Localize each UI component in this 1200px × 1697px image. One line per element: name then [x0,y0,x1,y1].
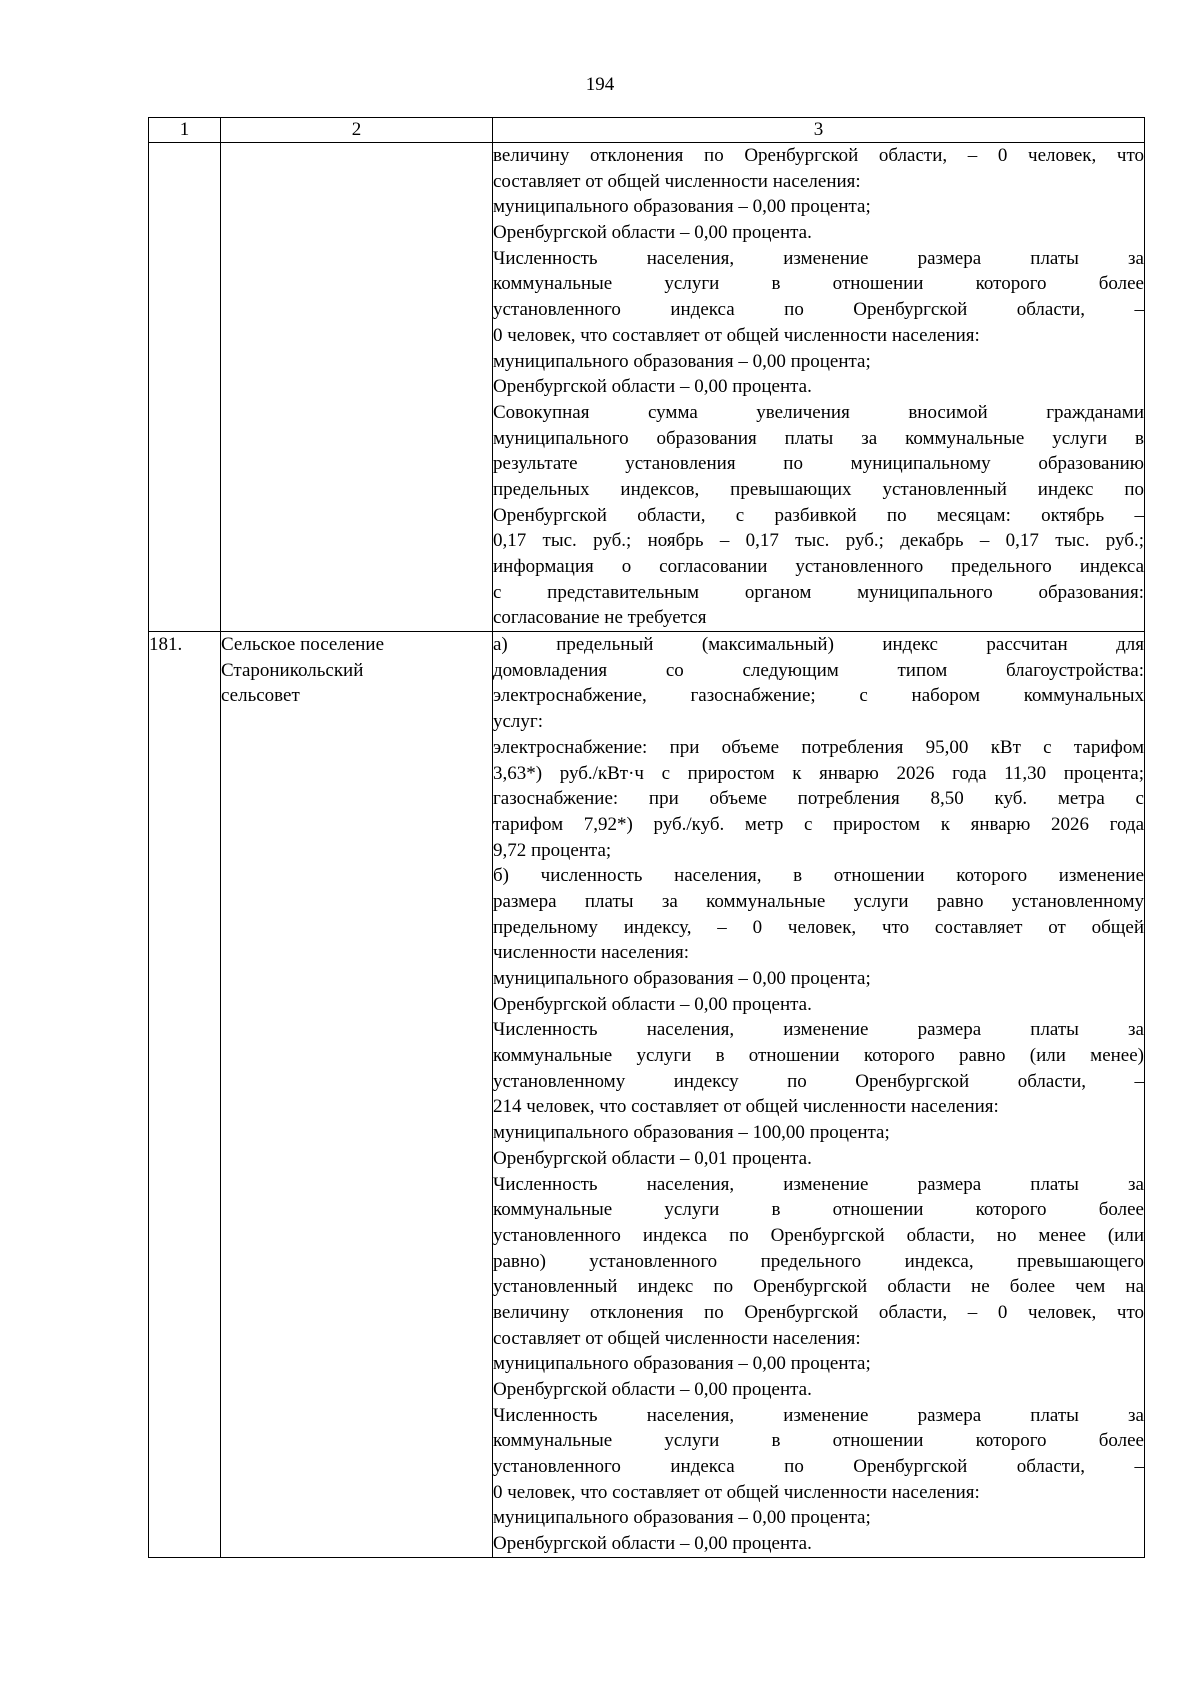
description-line: 0 человек, что составляет от общей численности населения: [493,1481,980,1503]
description-line: а) предельный (максимальный) индекс рассчитан для [493,634,1144,656]
settlement-name-line: сельсовет [221,685,300,707]
description-line: 0,17 тыс. руб.; ноябрь – 0,17 тыс. руб.; декабрь – 0,17 тыс. руб.; [493,530,1144,552]
column-header: 3 [493,118,1145,143]
description-line: Оренбургской области – 0,01 процента. [493,1147,812,1169]
description-line: 214 человек, что составляет от общей численности населения: [493,1096,999,1118]
description-line: составляет от общей численности населения: [493,1327,861,1349]
description-line: Совокупная сумма увеличения вносимой гражданами [493,401,1144,423]
description-line: электроснабжение, газоснабжение; с набором коммунальных [493,685,1144,707]
description-line: Оренбургской области – 0,00 процента. [493,993,812,1015]
description-line: муниципального образования – 0,00 процента; [493,196,871,218]
description-line: Численность населения, изменение размера платы за [493,1019,1144,1041]
description-line: б) численность населения, в отношении которого изменение [493,865,1144,887]
description-line: Оренбургской области – 0,00 процента. [493,1379,812,1400]
description-line: муниципального образования – 0,00 процента; [493,968,871,989]
data-table [148,117,1145,1558]
description-line: предельному индексу, – 0 человек, что составляет от общей [493,916,1144,938]
description-line: муниципального образования – 0,00 процента; [493,350,871,372]
description-line: Оренбургской области – 0,00 процента. [493,1533,812,1555]
column-header: 2 [221,118,493,143]
table-row [149,143,1145,632]
description-line: Численность населения, изменение размера платы за [493,247,1144,269]
description-line: составляет от общей численности населения: [493,170,861,192]
description-line: установленного индекса по Оренбургской области, – [493,299,1144,321]
description-line: численности населения: [493,942,690,964]
description-line: коммунальные услуги в отношении которого более [493,1199,1144,1221]
description-line: установленного индекса по Оренбургской области, – [493,1456,1144,1478]
description-line: электроснабжение: при объеме потребления 95,00 кВт с тарифом [493,736,1144,758]
description-line: установленного индекса по Оренбургской области, но менее (или [493,1224,1144,1246]
description-line: согласование не требуется [493,607,707,629]
description-line: равно) установленного предельного индекса, превышающего [493,1250,1144,1272]
row-number-cell [149,143,221,632]
settlement-name-line: Сельское поселение [221,634,385,656]
description-line: коммунальные услуги в отношении которого более [493,1430,1144,1452]
description-line: домовладения со следующим типом благоустройства: [493,659,1144,681]
table-row [149,632,1145,1558]
description-line: величину отклонения по Оренбургской области, – 0 человек, что [493,1301,1144,1323]
description-line: муниципального образования – 100,00 процента; [493,1122,890,1144]
description-cell [493,632,1145,1558]
description-line: услуг: [493,711,543,733]
description-line: Численность населения, изменение размера платы за [493,1173,1144,1195]
description-line: величину отклонения по Оренбургской области, – 0 человек, что [493,145,1144,166]
description-line: результате установления по муниципальному образованию [493,453,1144,475]
settlement-name-cell [221,632,493,1558]
description-line: предельных индексов, превышающих установленный индекс по [493,478,1144,500]
description-line: Оренбургской области – 0,00 процента. [493,222,812,244]
page-number: 194 [585,74,615,95]
description-line: Оренбургской области – 0,00 процента. [493,376,812,398]
description-line: коммунальные услуги в отношении которого равно (или менее) [493,1045,1144,1067]
description-line: информация о согласовании установленного предельного индекса [493,556,1144,577]
column-header: 1 [149,118,221,143]
description-line: установленному индексу по Оренбургской области, – [493,1070,1144,1092]
description-line: 0 человек, что составляет от общей численности населения: [493,324,980,346]
description-line: тарифом 7,92*) руб./куб. метр с приростом к январю 2026 года [493,813,1144,835]
description-line: муниципального образования платы за коммунальные услуги в [493,427,1144,449]
settlement-name-line: Староникольский [221,659,364,681]
description-line: 9,72 процента; [493,839,612,861]
description-line: 3,63*) руб./кВт·ч с приростом к январю 2026 года 11,30 процента; [493,762,1144,784]
description-line: Численность населения, изменение размера платы за [493,1404,1144,1426]
settlement-name-cell [221,143,493,632]
description-line: муниципального образования – 0,00 процента; [493,1353,871,1375]
description-line: газоснабжение: при объеме потребления 8,50 куб. метра с [493,788,1144,810]
description-line: коммунальные услуги в отношении которого более [493,273,1144,295]
description-line: Оренбургской области, с разбивкой по месяцам: октябрь – [493,504,1144,526]
description-line: с представительным органом муниципального образования: [493,581,1144,603]
description-line: размера платы за коммунальные услуги равно установленному [493,890,1144,912]
row-number-cell: 181. [149,632,221,1558]
description-cell [493,143,1145,632]
description-line: муниципального образования – 0,00 процента; [493,1507,871,1529]
table-header-row [149,118,1145,143]
description-line: установленный индекс по Оренбургской области не более чем на [493,1276,1144,1298]
